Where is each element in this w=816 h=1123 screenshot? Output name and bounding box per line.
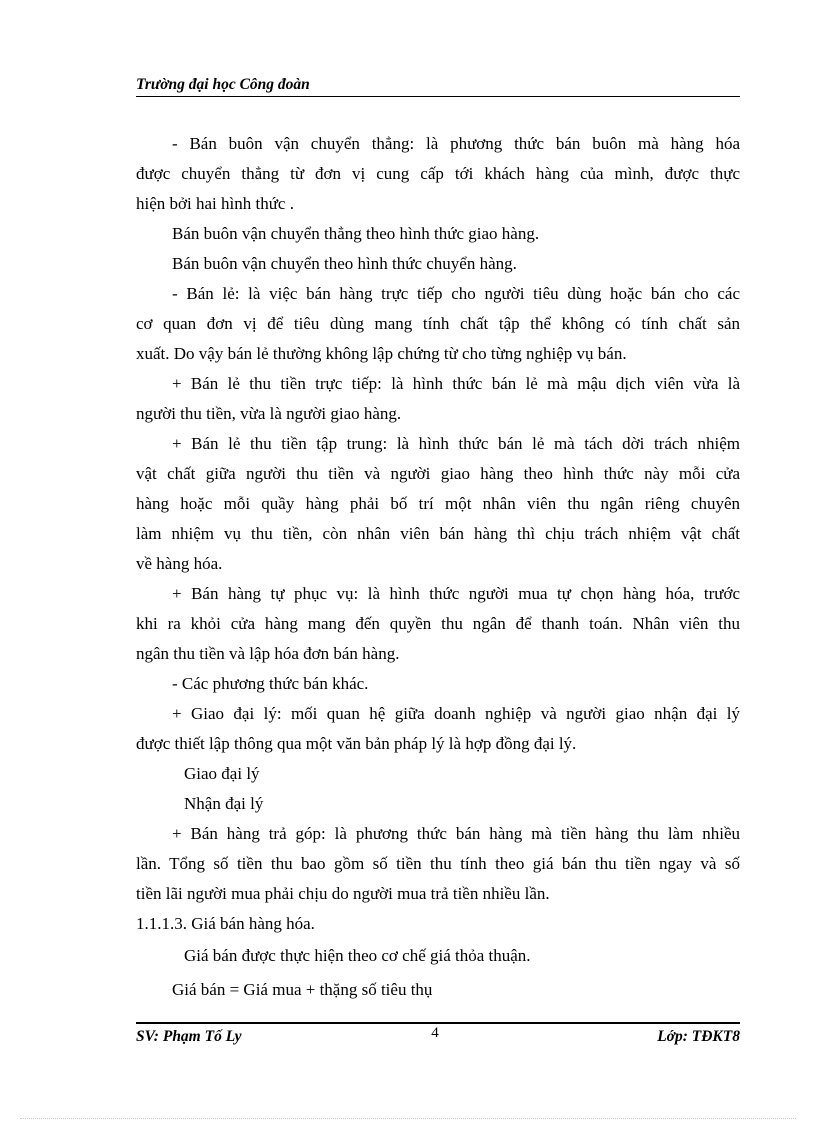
footer-student-name: SV: Phạm Tố Ly [136, 1028, 242, 1045]
paragraph-line: được thiết lập thông qua một văn bản pháp lý là hợp đồng đại lý. [136, 734, 577, 753]
paragraph-line: Bán buôn vận chuyển theo hình thức chuyển hàng. [172, 254, 517, 273]
footer-class: Lớp: TĐKT8 [657, 1028, 740, 1045]
paragraph-line: khi ra khỏi cửa hàng mang đến quyền thu ngân để thanh toán. Nhân viên thu [136, 614, 740, 633]
paragraph-line: Bán buôn vận chuyển thẳng theo hình thức giao hàng. [172, 224, 540, 243]
paragraph-line: xuất. Do vậy bán lẻ thường không lập chứng từ cho từng nghiệp vụ bán. [136, 344, 627, 363]
page-bottom-border [20, 1118, 796, 1119]
paragraph-line: Nhận đại lý [184, 794, 264, 813]
paragraph-line: + Bán lẻ thu tiền tập trung: là hình thức bán lẻ mà tách dời trách nhiệm [172, 434, 740, 453]
paragraph-line: về hàng hóa. [136, 554, 223, 573]
page-number: 4 [431, 1025, 439, 1041]
page-header-title: Trường đại học Công đoàn [136, 76, 310, 93]
paragraph-line: cơ quan đơn vị để tiêu dùng mang tính chất tập thể không có tính chất sản [136, 314, 740, 333]
paragraph-line: - Bán lẻ: là việc bán hàng trực tiếp cho người tiêu dùng hoặc bán cho các [172, 284, 740, 303]
header-divider [136, 96, 740, 97]
paragraph-line: được chuyển thẳng từ đơn vị cung cấp tới khách hàng của mình, được thực [136, 164, 740, 183]
paragraph-line: + Bán hàng trả góp: là phương thức bán hàng mà tiền hàng thu làm nhiều [172, 824, 740, 843]
paragraph-line: ngân thu tiền và lập hóa đơn bán hàng. [136, 644, 400, 663]
paragraph-line: + Giao đại lý: mối quan hệ giữa doanh nghiệp và người giao nhận đại lý [172, 704, 740, 723]
paragraph-line: hàng hoặc mỗi quầy hàng phải bố trí một nhân viên thu ngân riêng chuyên [136, 494, 740, 513]
paragraph-line: làm nhiệm vụ thu tiền, còn nhân viên bán hàng thì chịu trách nhiệm vật chất [136, 524, 740, 543]
paragraph-line: hiện bởi hai hình thức . [136, 194, 294, 213]
paragraph-line: - Các phương thức bán khác. [172, 674, 369, 693]
paragraph-line: lần. Tổng số tiền thu bao gồm số tiền thu tính theo giá bán thu tiền ngay và số [136, 854, 740, 873]
formula-line: Giá bán = Giá mua + thặng số tiêu thụ [172, 980, 433, 999]
section-heading: 1.1.1.3. Giá bán hàng hóa. [136, 914, 315, 933]
footer-divider [136, 1022, 740, 1024]
paragraph-line: - Bán buôn vận chuyển thẳng: là phương thức bán buôn mà hàng hóa [172, 134, 740, 153]
paragraph-line: người thu tiền, vừa là người giao hàng. [136, 404, 402, 423]
paragraph-line: Giá bán được thực hiện theo cơ chế giá thỏa thuận. [184, 946, 531, 965]
paragraph-line: + Bán lẻ thu tiền trực tiếp: là hình thức bán lẻ mà mậu dịch viên vừa là [172, 374, 740, 393]
paragraph-line: tiền lãi người mua phải chịu do người mua trả tiền nhiều lần. [136, 884, 550, 903]
paragraph-line: + Bán hàng tự phục vụ: là hình thức người mua tự chọn hàng hóa, trước [172, 584, 740, 603]
paragraph-line: vật chất giữa người thu tiền và người giao hàng theo hình thức này mỗi cửa [136, 464, 740, 483]
paragraph-line: Giao đại lý [184, 764, 260, 783]
